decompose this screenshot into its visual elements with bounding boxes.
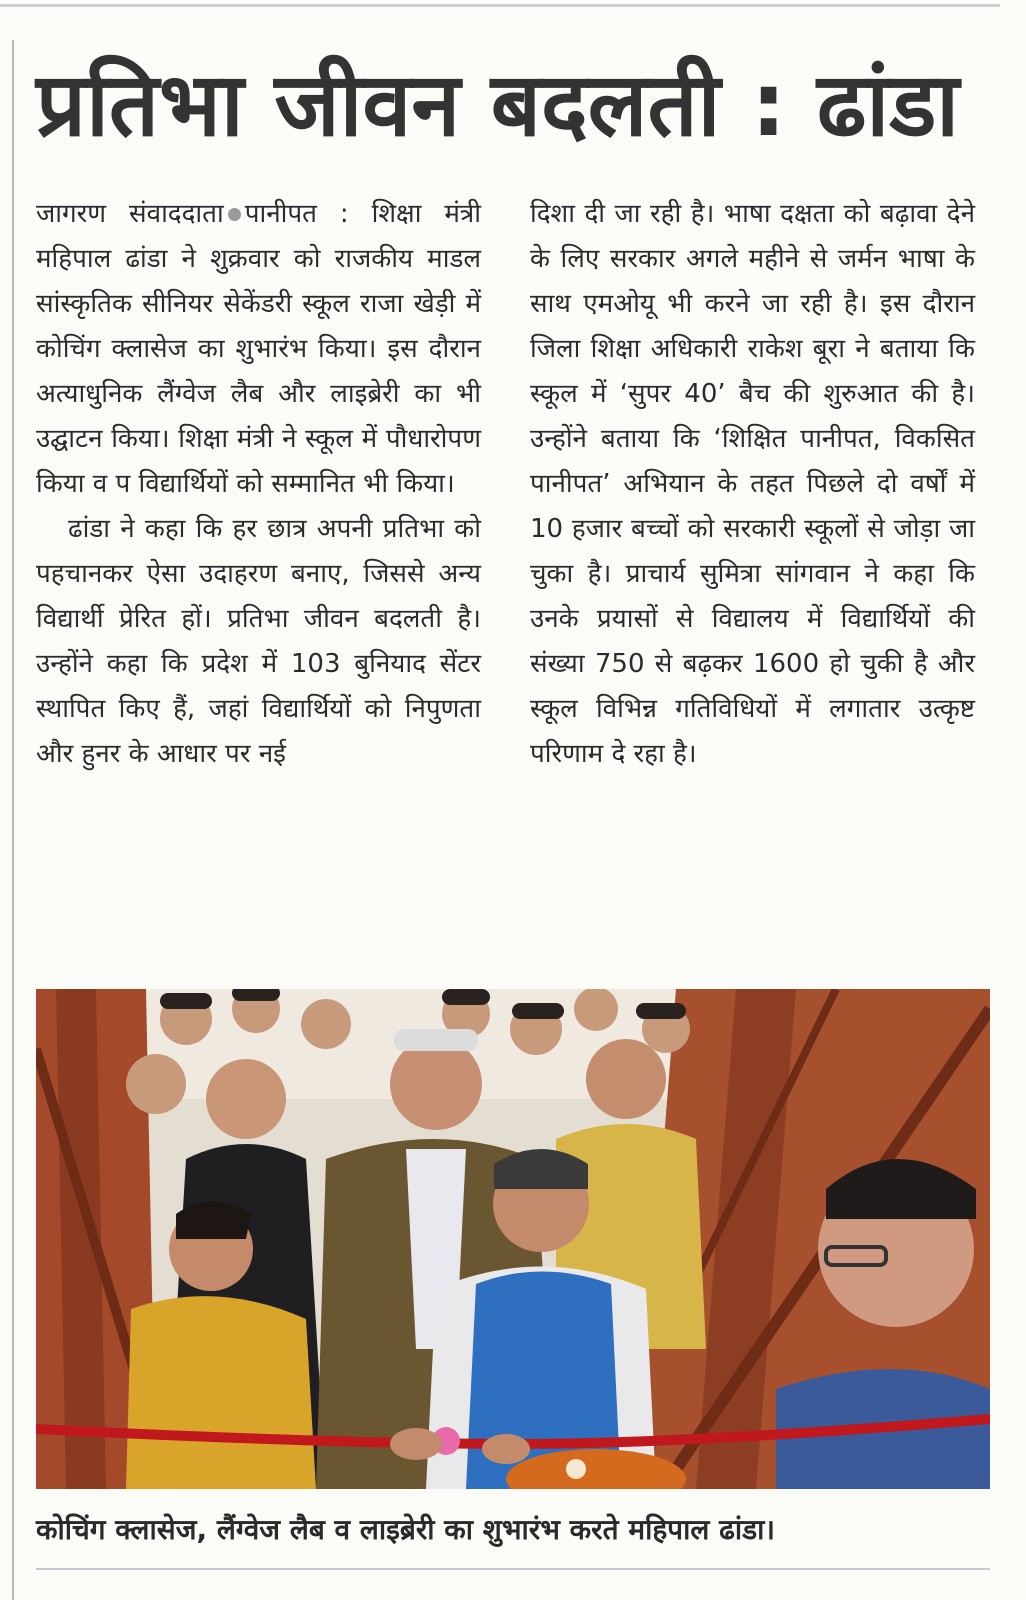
byline-reporter: जागरण संवाददाता: [36, 199, 224, 229]
article-column-1: [36, 192, 481, 962]
top-divider: [0, 4, 1000, 7]
paragraph-2: ढांडा ने कहा कि हर छात्र अपनी प्रतिभा को पहचानकर ऐसा उदाहरण बनाए, जिससे अन्य विद्यार्थी प्रेरित हों। प्रतिभा जीवन बदलती है। उन्होंने कहा कि प्रदेश में 103 बुनियाद सेंटर स्थापित किए हैं, जहां विद्यार्थियों को निपुणता और हुनर के आधार पर नई: [36, 514, 481, 769]
ribbon-cutting-photo-illustration: [36, 989, 990, 1489]
bullet-dot-icon: [228, 208, 241, 221]
article-column-2: [530, 192, 975, 962]
headline: प्रतिभा जीवन बदलती : ढांडा: [36, 53, 960, 156]
column-2-text: दिशा दी जा रही है। भाषा दक्षता को बढ़ावा देने के लिए सरकार अगले महीने से जर्मन भाषा के साथ एमओयू भी करने जा रही है। इस दौरान जिला शिक्षा अधिकारी राकेश बूरा ने बताया कि स्कूल में ‘सुपर 40’ बैच की शुरुआत की है। उन्होंने बताया कि ‘शिक्षित पानीपत, विकसित पानीपत’ अभियान के तहत पिछले दो वर्षों में 10 हजार बच्चों को सरकारी स्कूलों से जोड़ा जा चुका है। प्राचार्य सुमित्रा सांगवान ने कहा कि उनके प्रयासों से विद्यालय में विद्यार्थियों की संख्या 750 से बढ़कर 1600 हो चुकी है और स्कूल विभिन्न गतिविधियों में लगातार उत्कृष्ट परिणाम दे रहा है।: [530, 199, 975, 769]
news-photo: [36, 989, 990, 1489]
left-divider: [12, 40, 14, 1600]
byline-dateline: पानीपत :: [244, 199, 349, 229]
bottom-divider: [36, 1568, 990, 1570]
lead-paragraph: [36, 192, 481, 507]
photo-caption: कोचिंग क्लासेज, लैंग्वेज लैब व लाइब्रेरी का शुभारंभ करते महिपाल ढांडा।: [36, 1513, 775, 1546]
lead-paragraph-text: शिक्षा मंत्री महिपाल ढांडा ने शुक्रवार को राजकीय माडल सांस्कृतिक सीनियर सेकेंडरी स्कूल राजा खेड़ी में कोचिंग क्लासेज का शुभारंभ किया। इस दौरान अत्याधुनिक लैंग्वेज लैब और लाइब्रेरी का भी उद्घाटन किया। शिक्षा मंत्री ने स्कूल में पौधारोपण किया व प विद्यार्थियों को सम्मानित भी किया।: [36, 199, 482, 499]
